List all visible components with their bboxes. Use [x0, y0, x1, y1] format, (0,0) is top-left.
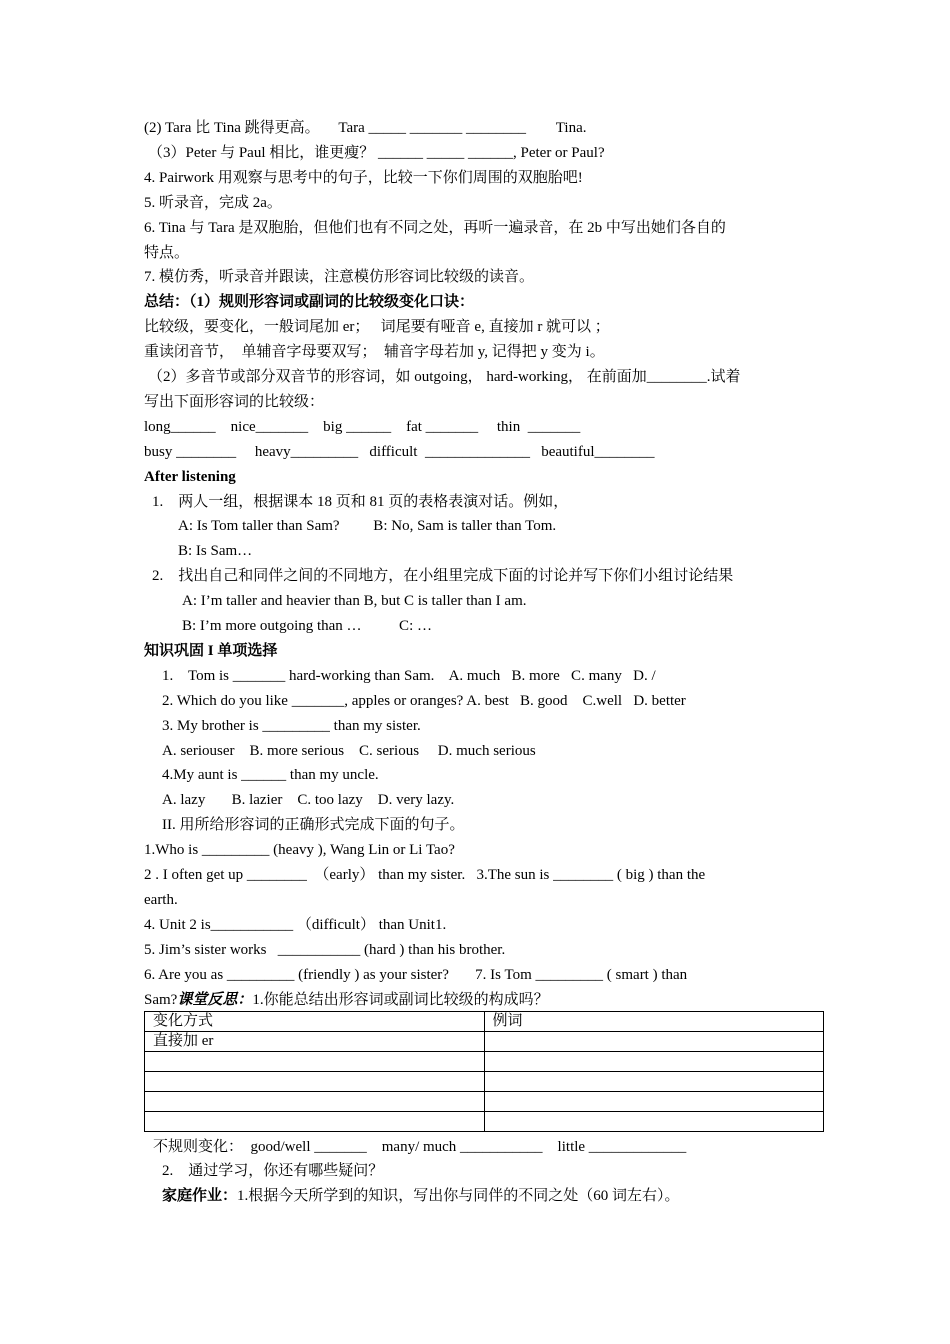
table-cell[interactable] — [484, 1112, 824, 1132]
table-cell[interactable]: 直接加 er — [145, 1032, 485, 1052]
table-cell[interactable] — [145, 1092, 485, 1112]
text-line: 2 . I often get up ________ （early） than my sister. 3.The sun is ________ ( big ) than the — [144, 867, 706, 883]
comparative-table — [144, 1011, 824, 1132]
homework-line — [162, 1186, 680, 1206]
text-line: busy ________ heavy_________ difficult ______________ beautiful________ — [144, 443, 655, 460]
reflection-label: 课堂反思： — [177, 992, 253, 1008]
text-line: A: Is Tom taller than Sam? B: No, Sam is taller than Tom. — [178, 518, 557, 535]
text-line: long______ nice_______ big ______ fat _______ thin _______ — [144, 418, 581, 435]
reflection-line — [144, 990, 549, 1010]
text-line: (2) Tara 比 Tina 跳得更高。 Tara _____ _______ ________ Tina. — [144, 120, 587, 136]
table-cell[interactable] — [145, 1072, 485, 1092]
text-line: 写出下面形容词的比较级： — [144, 393, 325, 410]
text-line: 1. Tom is _______ hard-working than Sam. A. much B. more C. many D. / — [162, 667, 656, 684]
table-row — [145, 1072, 824, 1092]
text-line: 6. Are you as _________ (friendly ) as your sister? 7. Is Tom _________ ( smart ) than — [144, 966, 688, 983]
text-line: 5. 听录音，完成 2a。 — [144, 194, 282, 211]
table-header-row — [145, 1012, 824, 1032]
question-2: 2. 通过学习，你还有哪些疑问？ — [162, 1163, 384, 1179]
homework-text: 1.根据今天所学到的知识，写出你与同伴的不同之处（60 词左右）。 — [237, 1188, 680, 1204]
text-line: A: I’m taller and heavier than B, but C is taller than I am. — [182, 593, 527, 610]
table-cell[interactable] — [145, 1112, 485, 1132]
text-line: 4. Unit 2 is___________ （difficult） than Unit1. — [144, 916, 447, 933]
table-row — [145, 1052, 824, 1072]
table-cell[interactable] — [484, 1052, 824, 1072]
text-line: B: I’m more outgoing than … C: … — [182, 618, 432, 634]
text-line: （3）Peter 与 Paul 相比，谁更瘦？ ______ _____ ______, Peter or Paul? — [148, 144, 605, 161]
text-line: 6. Tina 与 Tara 是双胞胎，但他们也有不同之处，再听一遍录音，在 2b 中写出她们各自的 — [144, 219, 726, 236]
table-row — [145, 1112, 824, 1132]
text-line: earth. — [144, 891, 178, 908]
text-line: A. lazy B. lazier C. too lazy D. very lazy. — [162, 792, 455, 809]
text-line: A. seriouser B. more serious C. serious D. much serious — [162, 742, 536, 759]
text-line: After listening — [144, 468, 236, 485]
text-line: 4.My aunt is ______ than my uncle. — [162, 767, 379, 784]
header-cell: 例词 — [484, 1012, 824, 1032]
table-cell[interactable] — [484, 1032, 824, 1052]
text-line: 5. Jim’s sister works ___________ (hard ) than his brother. — [144, 941, 506, 958]
text-line: 1.Who is _________ (heavy ), Wang Lin or Li Tao? — [144, 842, 455, 859]
irregular-line: 不规则变化： good/well _______ many/ much ___________ little _____________ — [153, 1139, 687, 1155]
text-line: 4. Pairwork 用观察与思考中的句子，比较一下你们周围的双胞胎吧! — [144, 169, 583, 186]
text-line: 7. 模仿秀，听录音并跟读，注意模仿形容词比较级的读音。 — [144, 269, 535, 286]
table-cell[interactable] — [484, 1092, 824, 1112]
homework-label: 家庭作业： — [162, 1188, 238, 1204]
text-line: 特点。 — [144, 244, 190, 261]
text-line: B: Is Sam… — [178, 543, 253, 560]
table-row — [145, 1032, 824, 1052]
text-line: 比较级，要变化，一般词尾加 er； 词尾要有哑音 e, 直接加 r 就可以 ； — [144, 319, 610, 336]
header-cell: 变化方式 — [145, 1012, 485, 1032]
text-line: 2. 找出自己和同伴之间的不同地方，在小组里完成下面的讨论并写下你们小组讨论结果 — [152, 568, 734, 585]
table-row — [145, 1092, 824, 1112]
text-line: 3. My brother is _________ than my sister. — [162, 717, 421, 734]
reflection-question: 1.你能总结出形容词或副词比较级的构成吗？ — [252, 992, 549, 1008]
text-line: （2）多音节或部分双音节的形容词，如 outgoing， hard-working， 在前面加________.试着 — [148, 369, 741, 385]
text-line: 重读闭音节， 单辅音字母要双写； 辅音字母若加 y, 记得把 y 变为 i。 — [144, 344, 605, 361]
text-line: II. 用所给形容词的正确形式完成下面的句子。 — [162, 817, 465, 834]
text-line: 1. 两人一组，根据课本 18 页和 81 页的表格表演对话。例如， — [152, 493, 569, 510]
reflection-prefix: Sam? — [144, 992, 178, 1008]
text-line: 知识巩固 I 单项选择 — [144, 642, 278, 659]
text-line: 总结：（1）规则形容词或副词的比较级变化口诀： — [144, 294, 475, 311]
text-line: 2. Which do you like _______, apples or oranges? A. best B. good C.well D. better — [162, 692, 686, 709]
table-cell[interactable] — [484, 1072, 824, 1092]
table-cell[interactable] — [145, 1052, 485, 1072]
